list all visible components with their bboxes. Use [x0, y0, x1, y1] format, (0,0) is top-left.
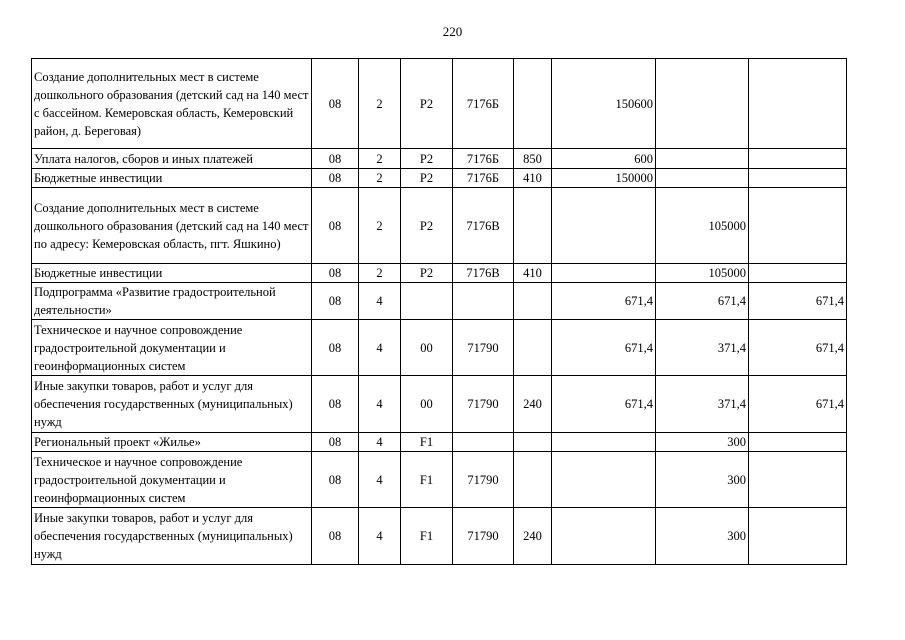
section-code: 08 [312, 283, 359, 320]
page-number: 220 [442, 24, 463, 39]
table-row [32, 188, 847, 264]
budget-table [31, 58, 847, 565]
section-code: 08 [312, 264, 359, 283]
table-row [32, 433, 847, 452]
subsection-code: 2 [359, 188, 401, 264]
value-2: 300 [656, 508, 749, 565]
subsection-code: 4 [359, 283, 401, 320]
row-name: Техническое и научное сопровождение градостроительной документации и геоинформационных систем [32, 320, 312, 376]
row-name: Иные закупки товаров, работ и услуг для обеспечения государственных (муниципальных) нужд [32, 376, 312, 433]
program-code: Р2 [401, 264, 453, 283]
value-3: 671,4 [749, 283, 847, 320]
row-name: Создание дополнительных мест в системе дошкольного образования (детский сад на 140 мест с бассейном. Кемеровская область, Кемеровский район, д. Береговая) [32, 59, 312, 149]
value-2: 300 [656, 433, 749, 452]
value-2: 371,4 [656, 376, 749, 433]
program-code: F1 [401, 508, 453, 565]
kvr-code [514, 283, 552, 320]
program-code: F1 [401, 433, 453, 452]
row-name: Уплата налогов, сборов и иных платежей [32, 149, 312, 169]
value-3: 671,4 [749, 320, 847, 376]
value-1: 150000 [552, 169, 656, 188]
row-name: Создание дополнительных мест в системе дошкольного образования (детский сад на 140 мест по адресу: Кемеровская область, пгт. Яшкино) [32, 188, 312, 264]
value-3 [749, 169, 847, 188]
kvr-code: 410 [514, 169, 552, 188]
value-1 [552, 452, 656, 508]
row-name: Техническое и научное сопровождение градостроительной документации и геоинформационных систем [32, 452, 312, 508]
table-row [32, 149, 847, 169]
value-2: 671,4 [656, 283, 749, 320]
value-3 [749, 433, 847, 452]
value-1: 671,4 [552, 283, 656, 320]
subsection-code: 4 [359, 376, 401, 433]
direction-code: 7176Б [453, 149, 514, 169]
table-row [32, 452, 847, 508]
direction-code: 7176Б [453, 169, 514, 188]
kvr-code [514, 452, 552, 508]
program-code: 00 [401, 376, 453, 433]
value-2: 371,4 [656, 320, 749, 376]
kvr-code [514, 188, 552, 264]
table-row [32, 508, 847, 565]
section-code: 08 [312, 169, 359, 188]
direction-code: 7176Б [453, 59, 514, 149]
value-1: 671,4 [552, 376, 656, 433]
kvr-code: 410 [514, 264, 552, 283]
subsection-code: 4 [359, 452, 401, 508]
subsection-code: 4 [359, 508, 401, 565]
direction-code: 7176В [453, 264, 514, 283]
table-row [32, 264, 847, 283]
direction-code: 7176В [453, 188, 514, 264]
subsection-code: 4 [359, 320, 401, 376]
kvr-code [514, 59, 552, 149]
value-3: 671,4 [749, 376, 847, 433]
value-1 [552, 433, 656, 452]
subsection-code: 2 [359, 59, 401, 149]
program-code: Р2 [401, 59, 453, 149]
value-2 [656, 169, 749, 188]
kvr-code: 240 [514, 376, 552, 433]
row-name: Региональный проект «Жилье» [32, 433, 312, 452]
subsection-code: 2 [359, 149, 401, 169]
kvr-code: 240 [514, 508, 552, 565]
value-2: 300 [656, 452, 749, 508]
program-code: 00 [401, 320, 453, 376]
table-row [32, 59, 847, 149]
section-code: 08 [312, 188, 359, 264]
subsection-code: 4 [359, 433, 401, 452]
value-2 [656, 59, 749, 149]
program-code: F1 [401, 452, 453, 508]
program-code [401, 283, 453, 320]
direction-code: 71790 [453, 508, 514, 565]
program-code: Р2 [401, 149, 453, 169]
section-code: 08 [312, 376, 359, 433]
value-3 [749, 264, 847, 283]
table-row [32, 376, 847, 433]
subsection-code: 2 [359, 264, 401, 283]
value-1 [552, 508, 656, 565]
row-name: Иные закупки товаров, работ и услуг для обеспечения государственных (муниципальных) нужд [32, 508, 312, 565]
section-code: 08 [312, 433, 359, 452]
direction-code: 71790 [453, 452, 514, 508]
row-name: Бюджетные инвестиции [32, 169, 312, 188]
program-code: Р2 [401, 188, 453, 264]
table-row [32, 169, 847, 188]
table-row [32, 283, 847, 320]
value-3 [749, 188, 847, 264]
section-code: 08 [312, 320, 359, 376]
value-3 [749, 452, 847, 508]
direction-code [453, 433, 514, 452]
value-1: 150600 [552, 59, 656, 149]
value-3 [749, 508, 847, 565]
section-code: 08 [312, 59, 359, 149]
section-code: 08 [312, 508, 359, 565]
value-1 [552, 188, 656, 264]
direction-code: 71790 [453, 320, 514, 376]
value-1: 671,4 [552, 320, 656, 376]
program-code: Р2 [401, 169, 453, 188]
value-2 [656, 149, 749, 169]
row-name: Подпрограмма «Развитие градостроительной деятельности» [32, 283, 312, 320]
value-3 [749, 149, 847, 169]
kvr-code [514, 320, 552, 376]
value-3 [749, 59, 847, 149]
row-name: Бюджетные инвестиции [32, 264, 312, 283]
value-2: 105000 [656, 188, 749, 264]
value-2: 105000 [656, 264, 749, 283]
direction-code: 71790 [453, 376, 514, 433]
table-row [32, 320, 847, 376]
value-1 [552, 264, 656, 283]
kvr-code: 850 [514, 149, 552, 169]
value-1: 600 [552, 149, 656, 169]
section-code: 08 [312, 452, 359, 508]
kvr-code [514, 433, 552, 452]
section-code: 08 [312, 149, 359, 169]
direction-code [453, 283, 514, 320]
subsection-code: 2 [359, 169, 401, 188]
